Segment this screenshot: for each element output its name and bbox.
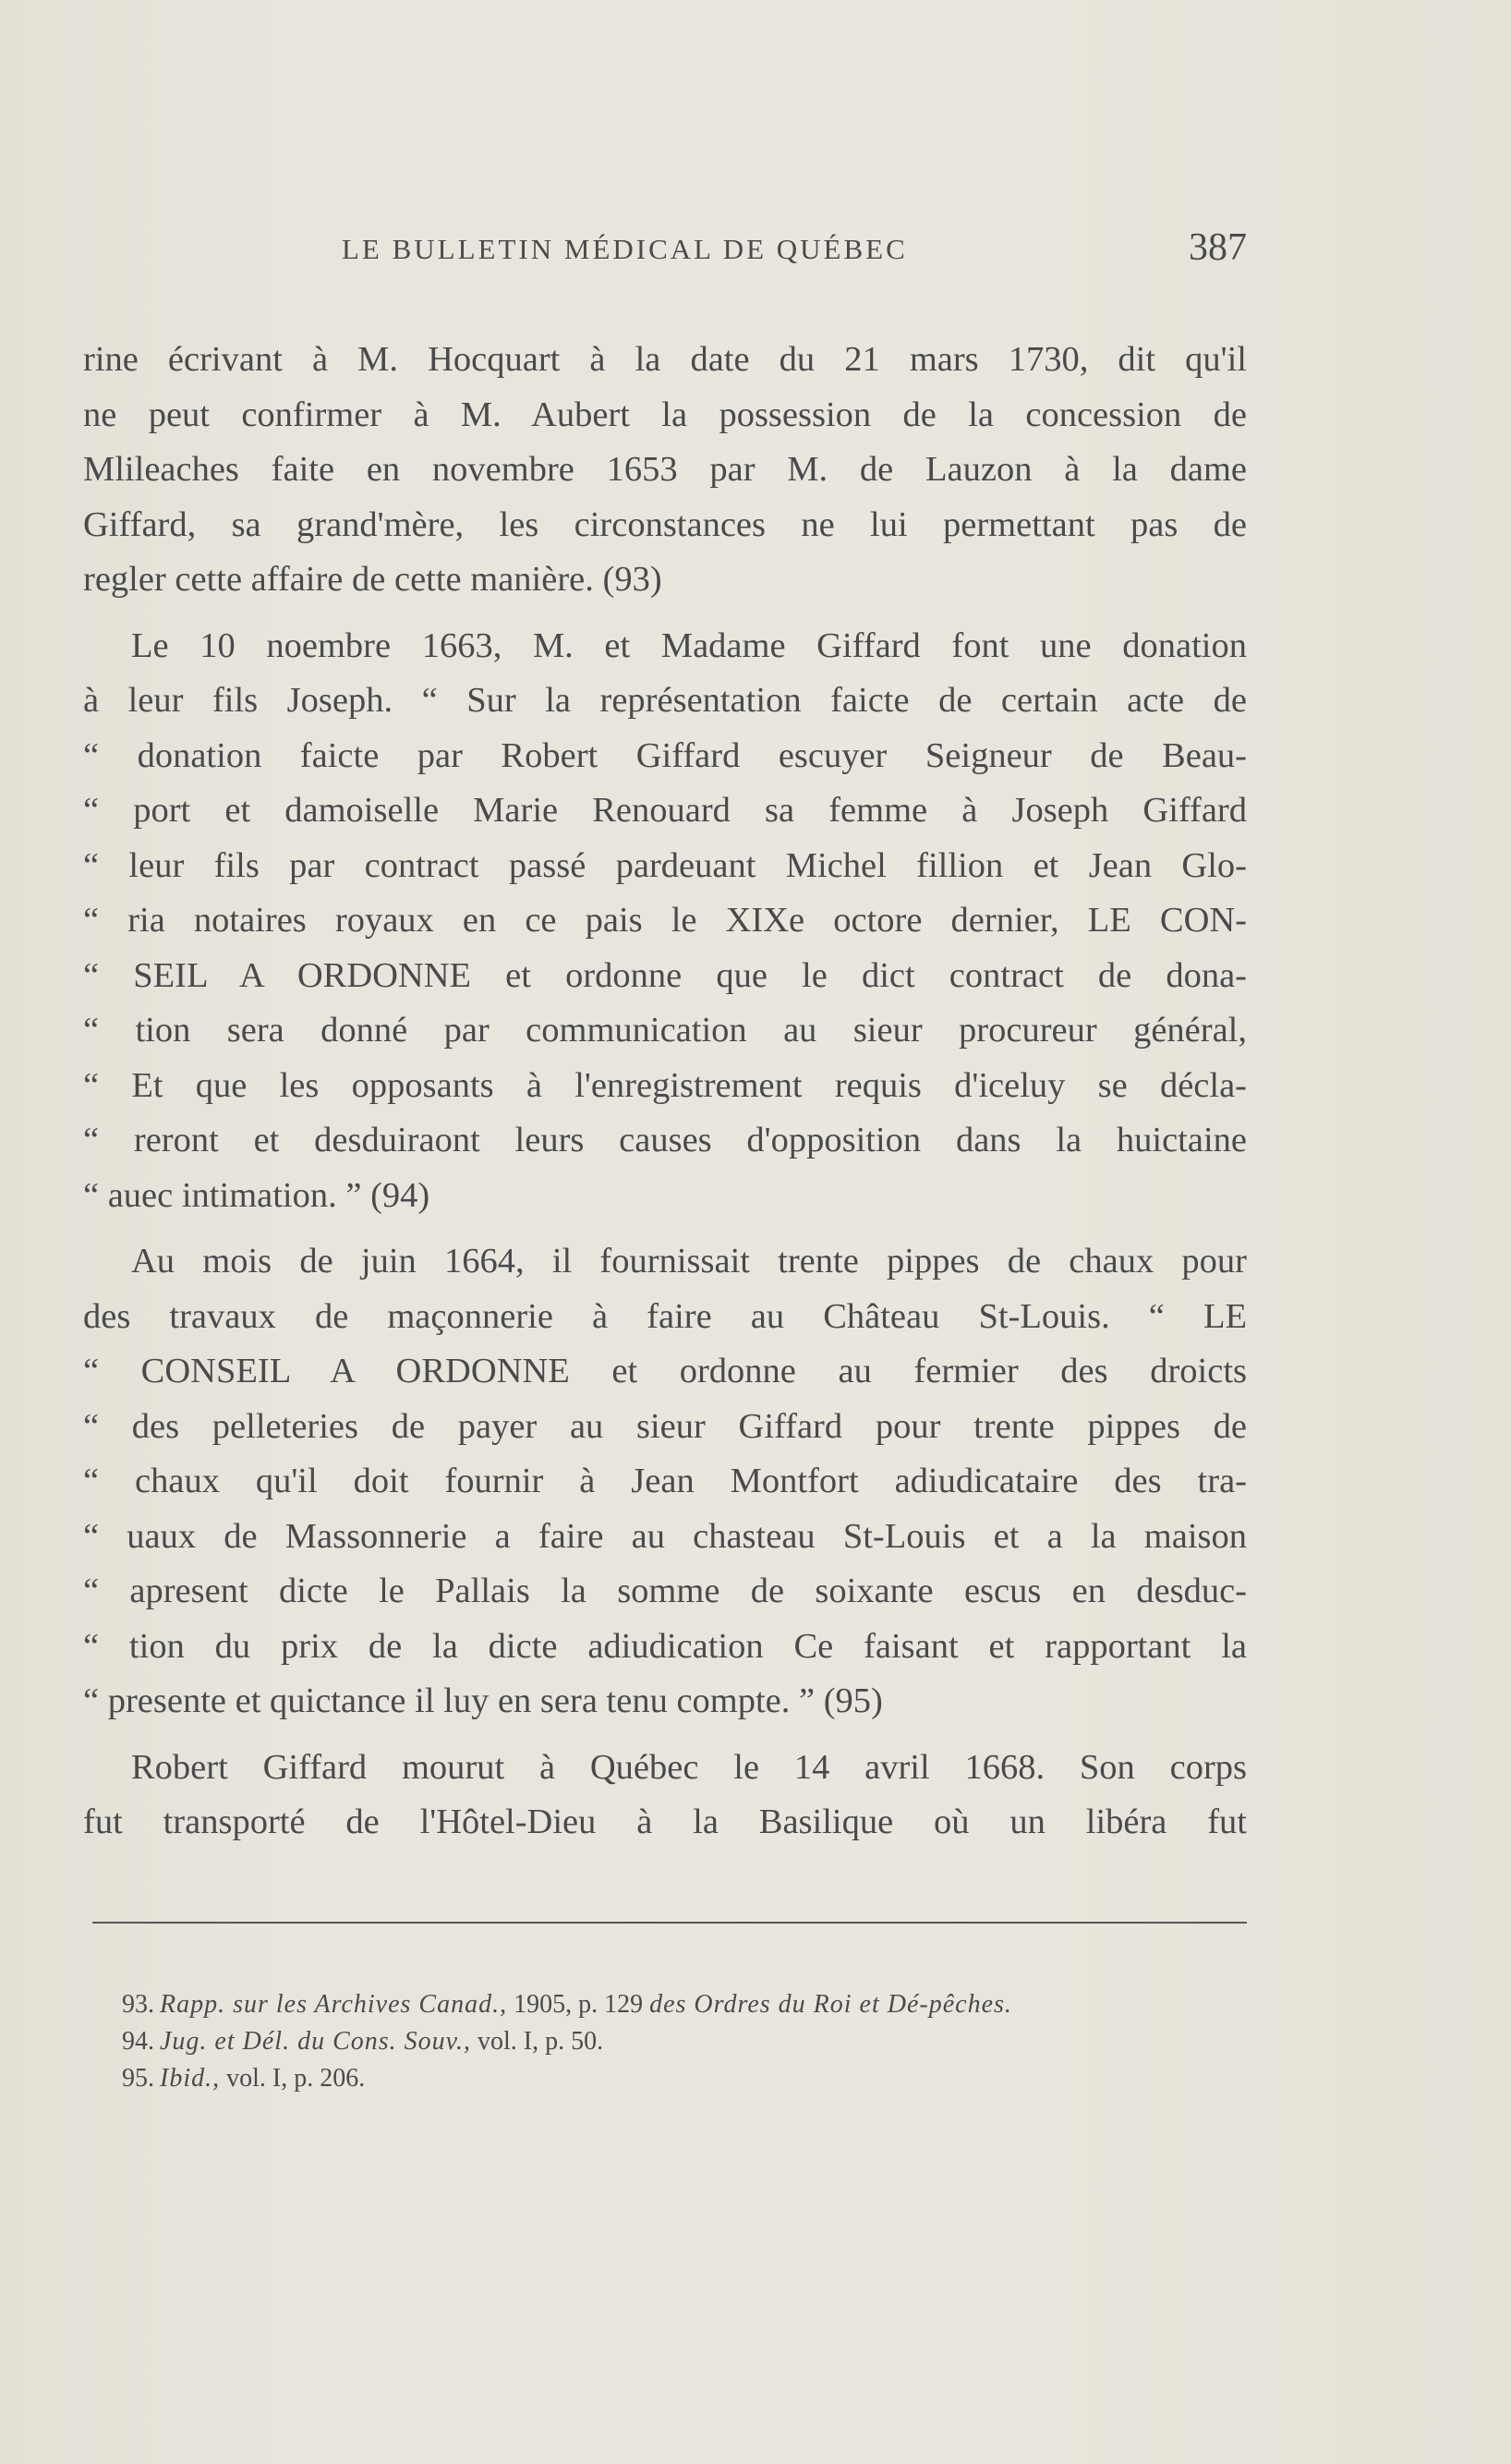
text-line: regler cette affaire de cette manière. (93) (83, 560, 662, 599)
paragraph-1 (83, 333, 1247, 608)
footnote-source: Jug. et Dél. du Cons. Souv., (160, 2027, 471, 2056)
text-line: “ reront et desduiraont leurs causes d'opposition dans la huictaine (83, 1121, 1247, 1159)
paragraph-3 (83, 1234, 1247, 1730)
footnote-94 (92, 2025, 1247, 2058)
text-line: “ tion sera donné par communication au sieur procureur général, (83, 1011, 1247, 1050)
text-line: fut transporté de l'Hôtel-Dieu à la Basilique où un libéra fut (83, 1802, 1247, 1841)
text-line: “ donation faicte par Robert Giffard escuyer Seigneur de Beau- (83, 735, 1247, 775)
paragraph-2 (83, 619, 1247, 1224)
footnote-95 (92, 2062, 1247, 2095)
text-line: rine écrivant à M. Hocquart à la date du 21 mars 1730, dit qu'il (83, 340, 1247, 379)
footnote-93 (92, 1988, 1247, 2021)
page-number: 387 (1189, 226, 1247, 269)
footnotes (92, 1988, 1247, 2099)
text-line: Mlileaches faite en novembre 1653 par M. de Lauzon à la dame (83, 450, 1247, 489)
body-text (83, 333, 1247, 1862)
paragraph-4 (83, 1741, 1247, 1851)
text-line: “ ria notaires royaux en ce pais le XIXe octore dernier, LE CON- (83, 901, 1247, 940)
text-line: Giffard, sa grand'mère, les circonstances ne lui permettant pas de (83, 504, 1247, 544)
footnote-divider (92, 1922, 1247, 1924)
text-line: Le 10 noembre 1663, M. et Madame Giffard font une donation (131, 625, 1247, 665)
text-line: “ presente et quictance il luy en sera tenu compte. ” (95) (83, 1681, 883, 1720)
footnote-source: Ibid., (160, 2064, 221, 2093)
running-head: LE BULLETIN MÉDICAL DE QUÉBEC (342, 233, 908, 265)
footnote-detail: vol. I, p. 50. (470, 2027, 604, 2056)
text-line: “ auec intimation. ” (94) (83, 1175, 430, 1215)
text-line: “ SEIL A ORDONNE et ordonne que le dict contract de dona- (83, 955, 1247, 995)
footnote-detail: vol. I, p. 206. (220, 2064, 366, 2093)
text-line: “ leur fils par contract passé pardeuant Michel fillion et Jean Glo- (83, 845, 1247, 885)
footnote-number: 93. (122, 1990, 154, 2019)
text-line: ne peut confirmer à M. Aubert la possession de la concession de (83, 394, 1247, 434)
text-line: “ tion du prix de la dicte adiudication Ce faisant et rapportant la (83, 1626, 1247, 1666)
text-line: des travaux de maçonnerie à faire au Château St-Louis. “ LE (83, 1296, 1247, 1336)
text-line: “ apresent dicte le Pallais la somme de soixante escus en desduc- (83, 1572, 1247, 1610)
text-line: “ port et damoiselle Marie Renouard sa femme à Joseph Giffard (83, 791, 1247, 830)
page-header (83, 226, 1247, 288)
footnote-number: 95. (122, 2064, 154, 2093)
text-line: à leur fils Joseph. “ Sur la représentation faicte de certain acte de (83, 681, 1247, 720)
text-line: “ CONSEIL A ORDONNE et ordonne au fermier des droicts (83, 1352, 1247, 1390)
text-line: Au mois de juin 1664, il fournissait trente pippes de chaux pour (131, 1242, 1247, 1281)
footnote-number: 94. (122, 2027, 154, 2056)
text-line: “ des pelleteries de payer au sieur Giffard pour trente pippes de (83, 1406, 1247, 1446)
footnote-detail: 1905, p. 129 (507, 1990, 650, 2019)
text-line: “ uaux de Massonnerie a faire au chasteau St-Louis et a la maison (83, 1516, 1247, 1556)
footnote-source: des Ordres du Roi et Dé-pêches. (649, 1990, 1012, 2019)
text-line: “ chaux qu'il doit fournir à Jean Montfort adiudicataire des tra- (83, 1462, 1247, 1500)
text-line: Robert Giffard mourut à Québec le 14 avril 1668. Son corps (131, 1747, 1247, 1787)
footnote-source: Rapp. sur les Archives Canad., (160, 1990, 508, 2019)
text-line: “ Et que les opposants à l'enregistrement requis d'iceluy se décla- (83, 1065, 1247, 1105)
